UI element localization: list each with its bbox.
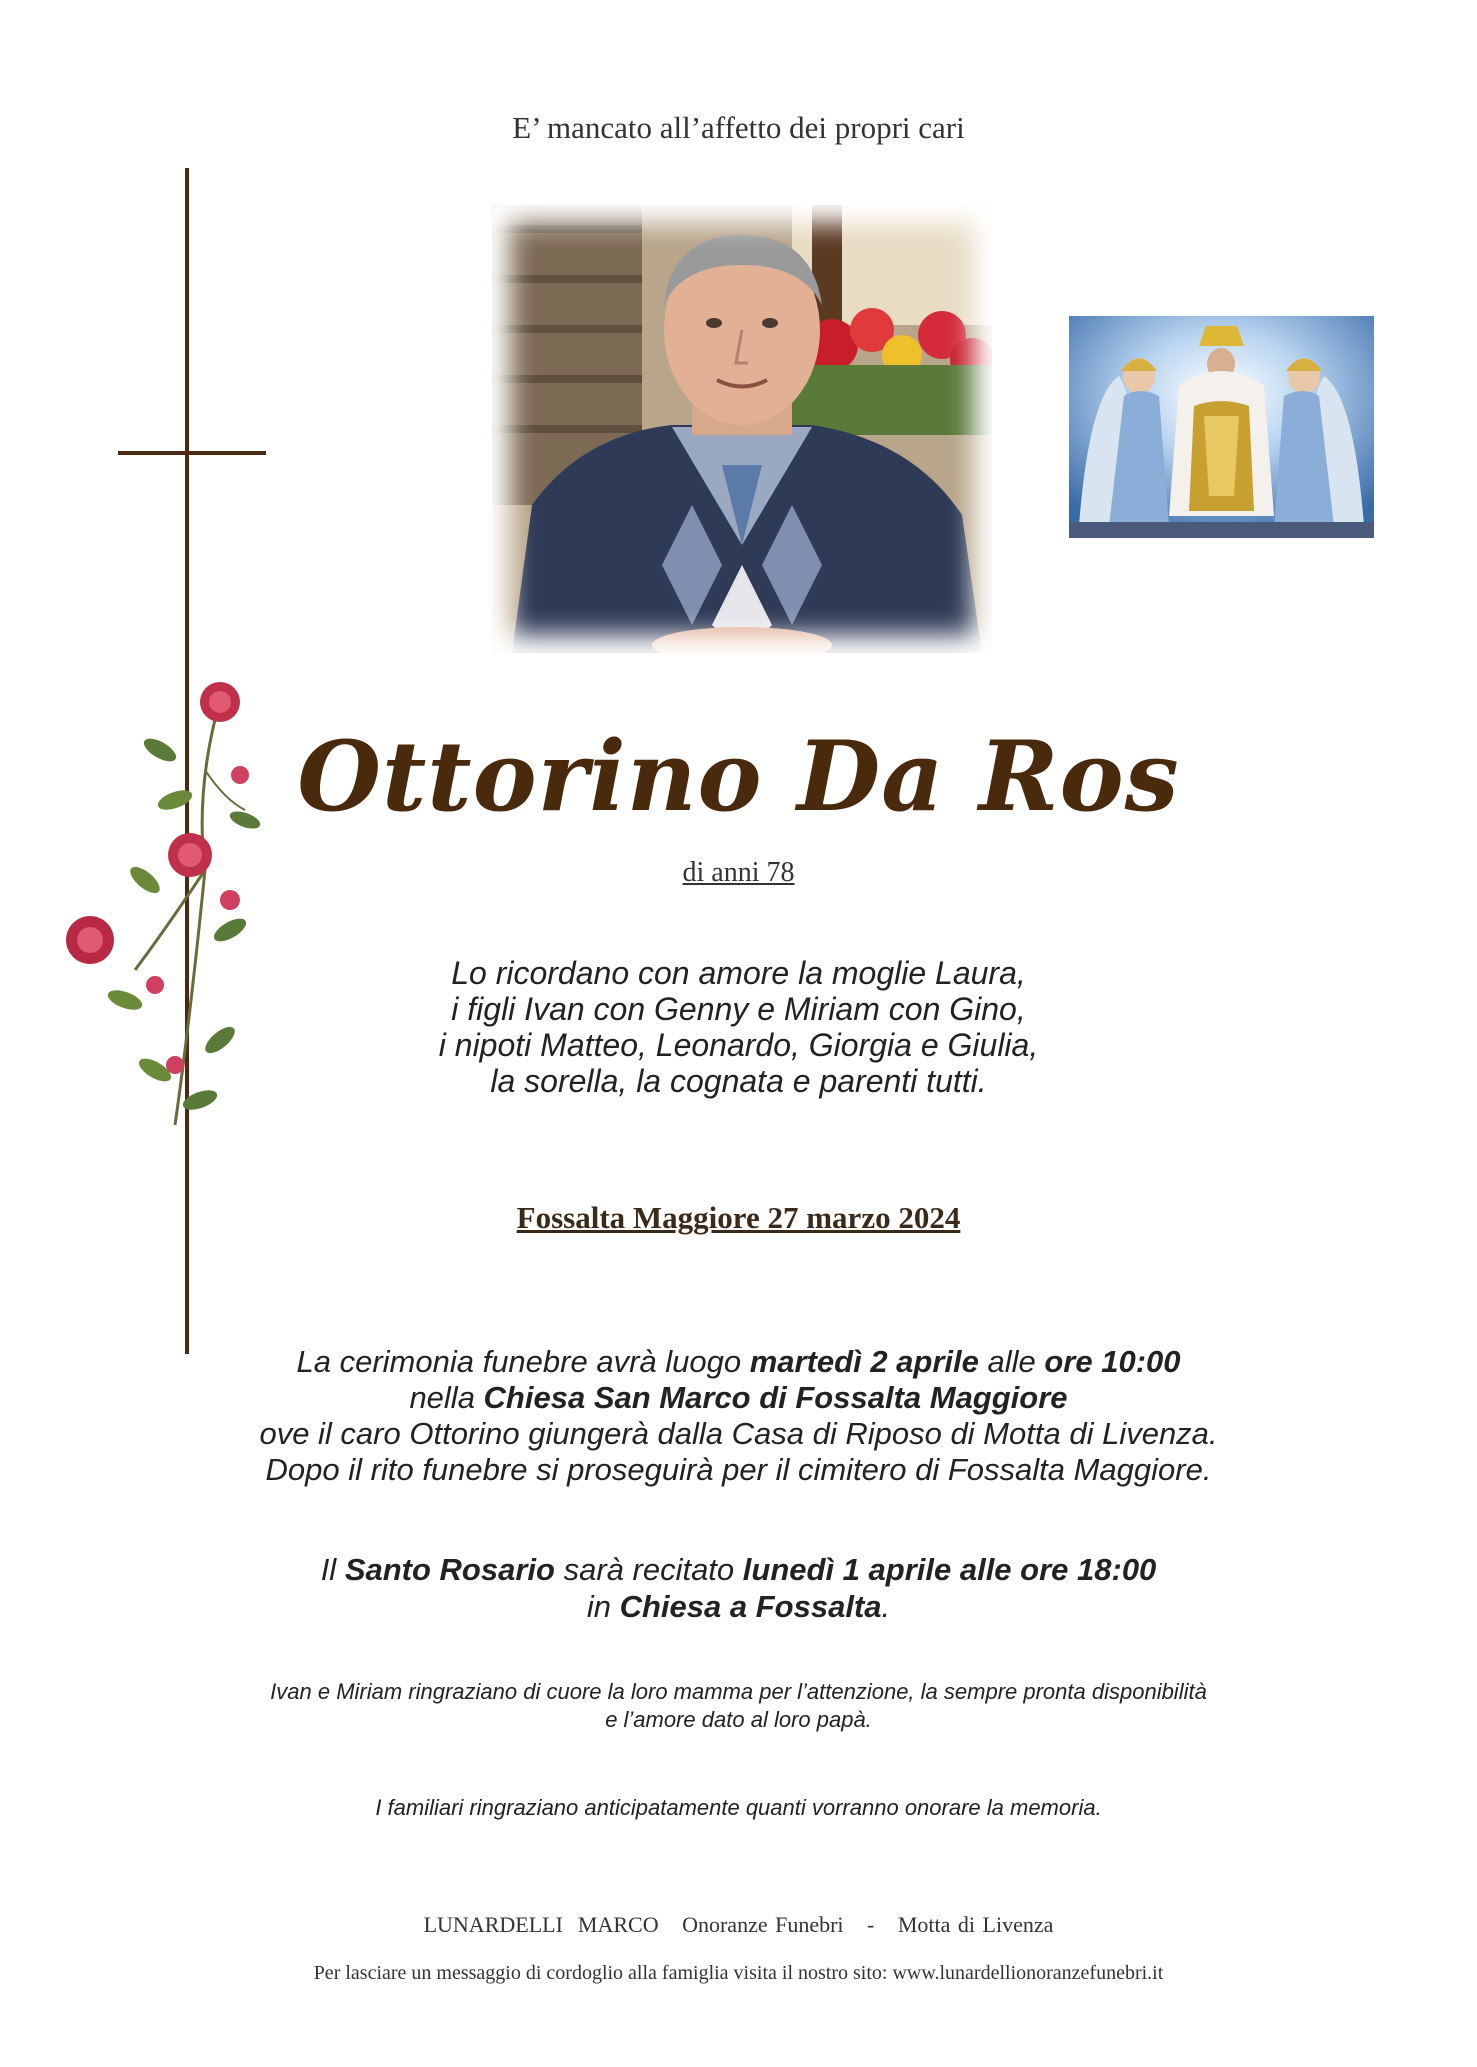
family-line: Lo ricordano con amore la moglie Laura,: [451, 955, 1026, 991]
rosary-line-2: in Chiesa a Fossalta.: [586, 1589, 891, 1624]
family-thanks: I familiari ringraziano anticipatamente quanti vorranno onorare la memoria.: [375, 1795, 1102, 1820]
condolence-message: Per lasciare un messaggio di cordoglio alla famiglia visita il nostro sito: www.lunardellionoranzefunebri.it: [313, 1962, 1164, 1984]
family-line: i figli Ivan con Genny e Miriam con Gino,: [451, 991, 1026, 1027]
thanks-line: Ivan e Miriam ringraziano di cuore la loro mamma per l’attenzione, la sempre pronta disponibilità: [270, 1679, 1207, 1704]
funeral-home-service: Onoranze Funebri: [682, 1912, 844, 1937]
funeral-home-name: LUNARDELLI MARCO: [423, 1912, 659, 1937]
portrait-photo: [492, 205, 992, 653]
intro-text: E’ mancato all’affetto dei propri cari: [512, 110, 965, 145]
family-line: i nipoti Matteo, Leonardo, Giorgia e Giulia,: [438, 1027, 1039, 1063]
footer-separator: -: [867, 1912, 875, 1937]
cross-crossbar: [118, 451, 266, 455]
family-message: [0, 955, 1477, 1099]
thanks-line: e l’amore dato al loro papà.: [605, 1707, 872, 1732]
deceased-age: di anni 78: [682, 857, 795, 888]
family-line: la sorella, la cognata e parenti tutti.: [490, 1063, 987, 1099]
deceased-name: Ottorino Da Ros: [297, 720, 1180, 833]
ceremony-line-4: Dopo il rito funebre si proseguirà per il cimitero di Fossalta Maggiore.: [265, 1452, 1212, 1487]
funeral-home-city: Motta di Livenza: [897, 1912, 1054, 1937]
rosary-line-1: Il Santo Rosario sarà recitato lunedì 1 aprile alle ore 18:00: [320, 1552, 1157, 1587]
rosary-info: [0, 1551, 1477, 1625]
ceremony-line-1: La cerimonia funebre avrà luogo martedì 2 aprile alle ore 10:00: [296, 1344, 1181, 1379]
ceremony-line-2: nella Chiesa San Marco di Fossalta Maggiore: [409, 1380, 1068, 1415]
ceremony-line-3: ove il caro Ottorino giungerà dalla Casa di Riposo di Motta di Livenza.: [259, 1416, 1218, 1451]
madonna-with-angels-image: [1069, 316, 1374, 538]
ceremony-info: [0, 1344, 1477, 1488]
place-date: Fossalta Maggiore 27 marzo 2024: [516, 1200, 961, 1235]
funeral-home-info: [0, 1912, 1477, 1938]
children-thanks: [0, 1678, 1477, 1734]
